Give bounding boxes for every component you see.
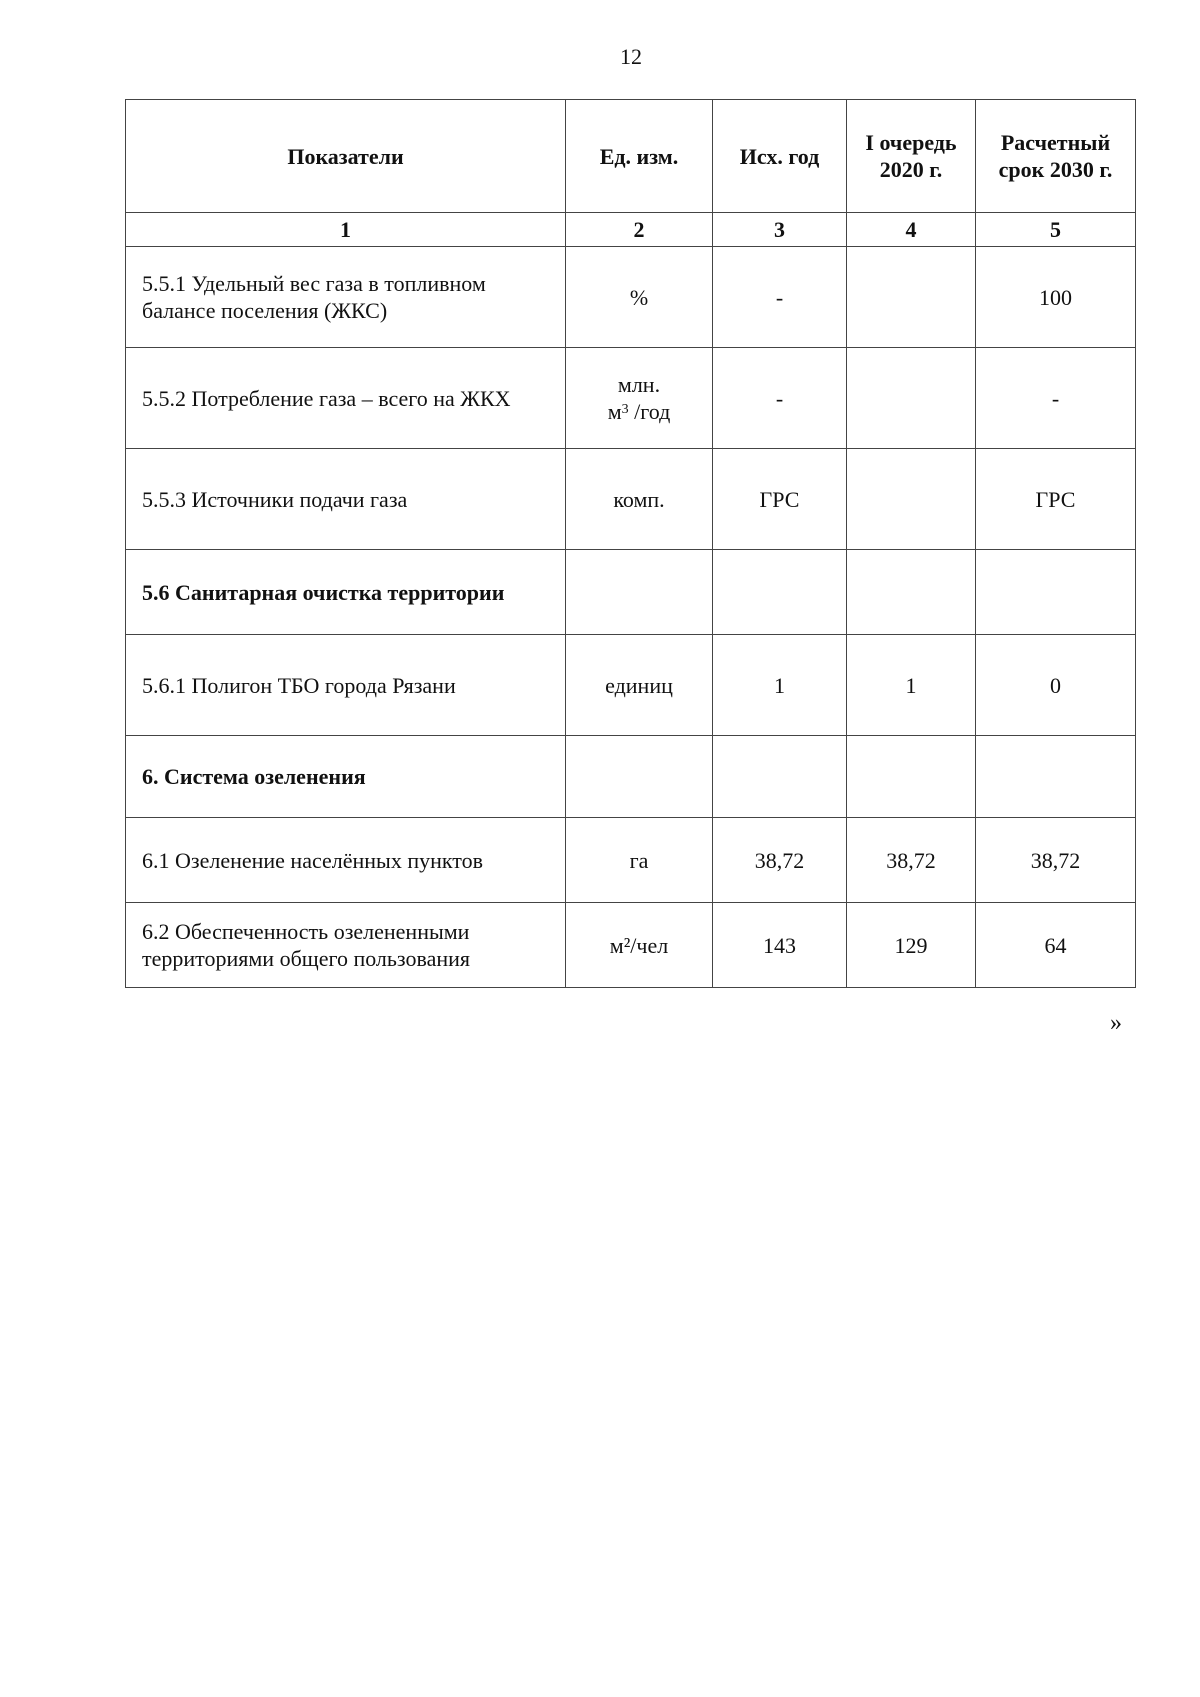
row-target: 38,72 xyxy=(976,818,1136,903)
column-number: 4 xyxy=(847,213,976,247)
row-indicator: 5.5.3 Источники подачи газа xyxy=(126,449,566,550)
row-target: 100 xyxy=(976,247,1136,348)
table-row-section xyxy=(126,736,1136,818)
column-number: 5 xyxy=(976,213,1136,247)
row-target: 64 xyxy=(976,903,1136,988)
column-number: 3 xyxy=(713,213,847,247)
unit-sub-base: м xyxy=(607,399,622,424)
column-number: 2 xyxy=(566,213,713,247)
row-base xyxy=(713,550,847,635)
header-base-year: Исх. год xyxy=(713,100,847,213)
row-unit xyxy=(566,550,713,635)
row-indicator: 5.5.1 Удельный вес газа в топливном балансе поселения (ЖКС) xyxy=(126,247,566,348)
table-row xyxy=(126,818,1136,903)
row-indicator: 6.1 Озеленение населённых пунктов xyxy=(126,818,566,903)
table-row xyxy=(126,449,1136,550)
row-stage1 xyxy=(847,449,976,550)
row-indicator: 5.6.1 Полигон ТБО города Рязани xyxy=(126,635,566,736)
row-base: - xyxy=(713,247,847,348)
row-stage1: 129 xyxy=(847,903,976,988)
column-number-row xyxy=(126,213,1136,247)
row-base: - xyxy=(713,348,847,449)
row-indicator: 6. Система озеленения xyxy=(126,736,566,818)
table-row-section xyxy=(126,550,1136,635)
row-unit: комп. xyxy=(566,449,713,550)
row-stage1 xyxy=(847,550,976,635)
table-row xyxy=(126,635,1136,736)
row-indicator: 6.2 Обеспеченность озелененными территориями общего пользования xyxy=(126,903,566,988)
header-first-stage: I очередь 2020 г. xyxy=(847,100,976,213)
row-base: 143 xyxy=(713,903,847,988)
row-stage1: 38,72 xyxy=(847,818,976,903)
header-indicators: Показатели xyxy=(126,100,566,213)
header-target-year: Расчетный срок 2030 г. xyxy=(976,100,1136,213)
row-stage1: 1 xyxy=(847,635,976,736)
row-target xyxy=(976,550,1136,635)
row-base: ГРС xyxy=(713,449,847,550)
header-unit: Ед. изм. xyxy=(566,100,713,213)
row-base: 1 xyxy=(713,635,847,736)
table-row xyxy=(126,903,1136,988)
unit-suffix: /год xyxy=(628,399,671,424)
row-target: - xyxy=(976,348,1136,449)
page-number: 12 xyxy=(620,44,642,69)
row-unit: % xyxy=(566,247,713,348)
indicators-table xyxy=(125,99,1136,988)
closing-quote: » xyxy=(1110,1010,1122,1036)
row-base xyxy=(713,736,847,818)
table-header-row xyxy=(126,100,1136,213)
row-target xyxy=(976,736,1136,818)
row-stage1 xyxy=(847,736,976,818)
table-row xyxy=(126,348,1136,449)
row-unit: м²/чел xyxy=(566,903,713,988)
table-row xyxy=(126,247,1136,348)
row-indicator: 5.6 Санитарная очистка территории xyxy=(126,550,566,635)
row-indicator: 5.5.2 Потребление газа – всего на ЖКХ xyxy=(126,348,566,449)
row-stage1 xyxy=(847,247,976,348)
row-target: 0 xyxy=(976,635,1136,736)
row-stage1 xyxy=(847,348,976,449)
row-base: 38,72 xyxy=(713,818,847,903)
row-unit xyxy=(566,736,713,818)
row-unit: га xyxy=(566,818,713,903)
unit-superscript: 3 xyxy=(621,402,629,417)
row-unit: единиц xyxy=(566,635,713,736)
row-unit xyxy=(566,348,713,449)
unit-main: млн. xyxy=(617,372,661,397)
column-number: 1 xyxy=(126,213,566,247)
row-target: ГРС xyxy=(976,449,1136,550)
